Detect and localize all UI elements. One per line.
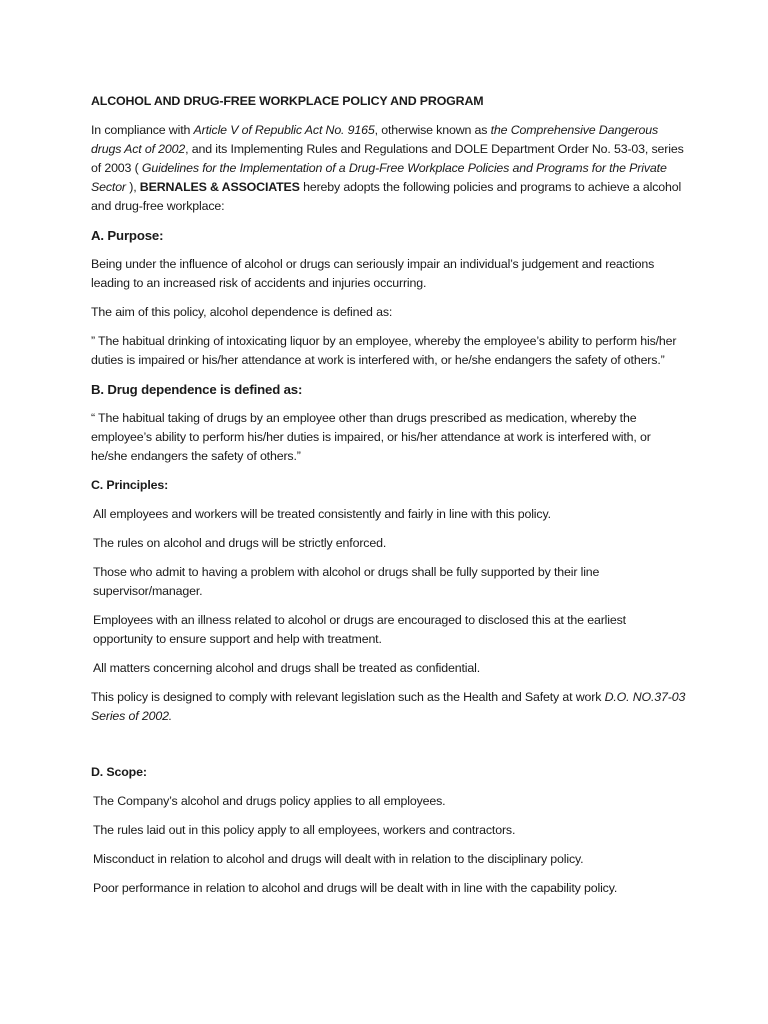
compliance-text: This policy is designed to comply with relevant legislation such as the Health and Safety at work [91, 690, 605, 704]
section-d-heading: D. Scope: [91, 765, 147, 779]
intro-act-title: the Comprehensive Dangerous drugs Act of 2002 [91, 123, 659, 156]
section-a-paragraph-2: The aim of this policy, alcohol dependence is defined as: [91, 305, 393, 319]
section-b-heading: B. Drug dependence is defined as: [91, 382, 303, 397]
section-c-heading: C. Principles: [91, 478, 169, 492]
section-b-definition: “ The habitual taking of drugs by an employee other than drugs prescribed as medication, whereby the employee’s ability to perform his/her duties is impaired, or his/her attendance at work is interfered with, or he/she endangers the safety of others.” [91, 411, 651, 463]
intro-paragraph [91, 121, 687, 216]
intro-text-1: In compliance with [91, 123, 194, 137]
principle-item: Those who admit to having a problem with alcohol or drugs shall be fully supported by their line supervisor/manager. [93, 565, 600, 598]
section-spacer [91, 736, 687, 763]
document-title: ALCOHOL AND DRUG-FREE WORKPLACE POLICY AND PROGRAM [91, 94, 484, 108]
principle-item: Employees with an illness related to alcohol or drugs are encouraged to disclosed this at the earliest opportunity to ensure support and help with treatment. [93, 613, 626, 646]
intro-text-3: , and its Implementing Rules and Regulations and DOLE Department Order No. 53-03, series of 2003 ( [91, 142, 684, 175]
intro-text-4: ), [125, 180, 140, 194]
intro-company-name: BERNALES & ASSOCIATES [139, 180, 300, 194]
principle-item: All employees and workers will be treated consistently and fairly in line with this policy. [93, 507, 551, 521]
section-a-paragraph-1: Being under the influence of alcohol or drugs can seriously impair an individual’s judgement and reactions leading to an increased risk of accidents and injuries occurring. [91, 257, 655, 290]
intro-text-5: hereby adopts the following policies and programs to achieve a alcohol and drug-free workplace: [91, 180, 682, 213]
intro-text-2: , otherwise known as [374, 123, 491, 137]
section-a-heading: A. Purpose: [91, 228, 164, 243]
principle-item: The rules on alcohol and drugs will be strictly enforced. [93, 536, 387, 550]
principle-item: All matters concerning alcohol and drugs shall be treated as confidential. [93, 661, 481, 675]
compliance-paragraph [91, 688, 687, 726]
scope-item: Poor performance in relation to alcohol and drugs will be dealt with in line with the capability policy. [93, 881, 618, 895]
intro-guidelines-title: Guidelines for the Implementation of a Drug-Free Workplace Policies and Programs for the Private Sector [91, 161, 667, 194]
section-a-definition: ” The habitual drinking of intoxicating liquor by an employee, whereby the employee’s ability to perform his/her duties is impaired or his/her attendance at work is interfered with, or he/she endangers the safety of others.” [91, 334, 677, 367]
document-page [91, 92, 687, 908]
scope-item: Misconduct in relation to alcohol and drugs will dealt with in relation to the disciplinary policy. [93, 852, 584, 866]
scope-item: The Company’s alcohol and drugs policy applies to all employees. [93, 794, 446, 808]
scope-item: The rules laid out in this policy apply to all employees, workers and contractors. [93, 823, 516, 837]
compliance-reference: D.O. NO.37-03 Series of 2002. [91, 690, 686, 723]
intro-act-reference: Article V of Republic Act No. 9165 [193, 123, 375, 137]
